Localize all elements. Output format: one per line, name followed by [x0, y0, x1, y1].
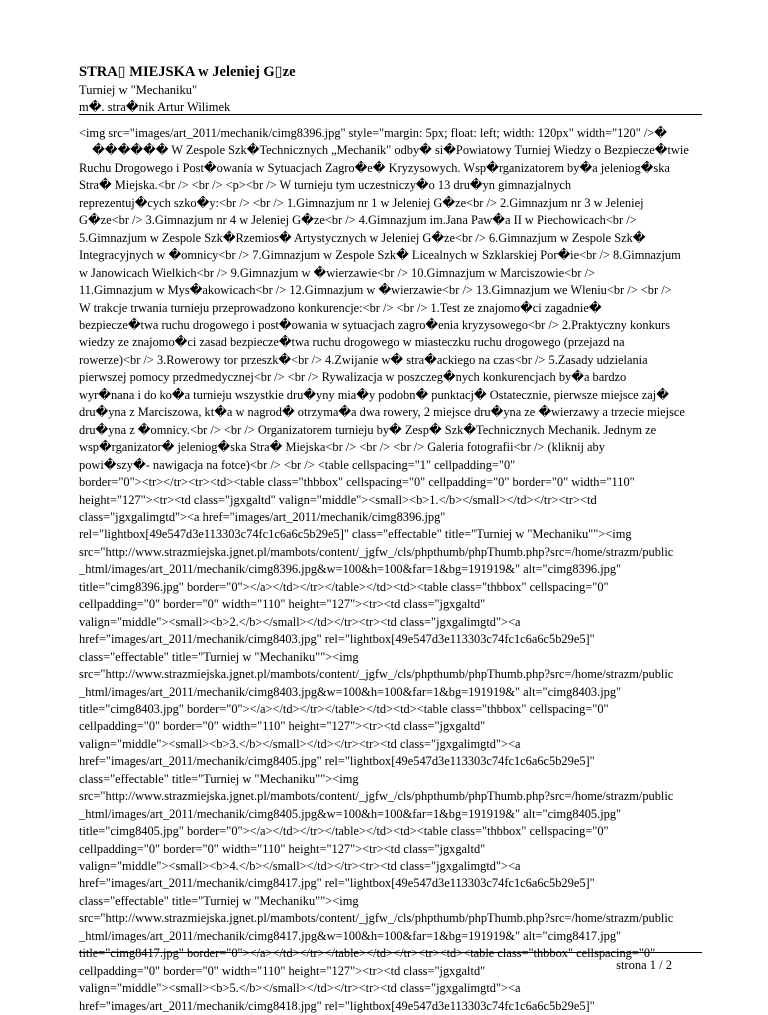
body-text-line: dru�yna z �omnicy.<br /> <br /> Organizatorem turnieju by� Zesp� Szk�Technicznych Mechanik. Jednym ze: [79, 422, 657, 437]
body-text-line: valign="middle"><small><b>5.</b></small></td></tr><tr><td class="jgxgalimgtd"><a: [79, 981, 521, 996]
body-text-line: href="images/art_2011/mechanik/cimg8403.jpg" rel="lightbox[49e547d3e113303c74fc1c6a6c5b29e5]": [79, 632, 595, 647]
header-divider: [79, 114, 702, 115]
body-text-line: valign="middle"><small><b>3.</b></small></td></tr><tr><td class="jgxgalimgtd"><a: [79, 736, 521, 751]
body-text-line: 11.Gimnazjum w Mys�akowicach<br /> 12.Gimnazjum w �wierzawie<br /> 13.Gimnazjum we Wleniu<br /> <br />: [79, 283, 672, 298]
body-text-line: reprezentuj�cych szko�y:<br /> <br /> 1.Gimnazjum nr 1 w Jeleniej G�ze<br /> 2.Gimnazjum nr 3 w Jeleniej: [79, 195, 644, 210]
body-text-line: ������ W Zespole Szk�Technicznych „Mechanik" odby� si�Powiatowy Turniej Wiedzy o Bezpiecze�twie: [92, 143, 689, 158]
body-text-line: wyr�nana i do ko�a turnieju wszystkie dru�yny mia�y podobn� punktacj� Ostatecznie, pierwsze miejsce zaj�: [79, 387, 669, 402]
body-text-line: rowerze)<br /> 3.Rowerowy tor przeszk�<br /> 4.Zwijanie w� stra�ackiego na czas<br /> 5.Zasady udzielania: [79, 352, 648, 367]
body-text-line: border="0"><tr></tr><tr><td><table class="thbbox" cellspacing="0" cellpadding="0" border="0" width="110": [79, 475, 635, 490]
body-text-line: _html/images/art_2011/mechanik/cimg8405.jpg&w=100&h=100&far=1&bg=191919&" alt="cimg8405.jpg": [79, 806, 622, 821]
body-text-line: dru�yna z Marciszowa, kt�a w nagrod� otrzyma�a dwa rowery, 2 miejsce dru�yna ze �wierzawy a trzecie miejsce: [79, 405, 685, 420]
body-text-line: class="jgxgalimgtd"><a href="images/art_2011/mechanik/cimg8396.jpg": [79, 509, 446, 524]
body-text-line: cellpadding="0" border="0" width="110" height="127"><tr><td class="jgxgaltd": [79, 597, 486, 612]
body-text-line: _html/images/art_2011/mechanik/cimg8396.jpg&w=100&h=100&far=1&bg=191919&" alt="cimg8396.jpg": [79, 562, 622, 577]
body-text-line: _html/images/art_2011/mechanik/cimg8403.jpg&w=100&h=100&far=1&bg=191919&" alt="cimg8403.jpg": [79, 684, 622, 699]
body-text-line: w Janowicach Wielkich<br /> 9.Gimnazjum w �wierzawie<br /> 10.Gimnazjum w Marciszowie<br />: [79, 265, 596, 280]
body-text-line: title="cimg8405.jpg" border="0"></a></td></tr></table></td><td><table class="thbbox" cellspacing="0": [79, 824, 609, 839]
body-text-line: src="http://www.strazmiejska.jgnet.pl/mambots/content/_jgfw_/cls/phpthumb/phpThumb.php?src=/home/strazm/public: [79, 789, 674, 804]
body-text-line: title="cimg8403.jpg" border="0"></a></td></tr></table></td><td><table class="thbbox" cellspacing="0": [79, 701, 609, 716]
body-text-line: src="http://www.strazmiejska.jgnet.pl/mambots/content/_jgfw_/cls/phpthumb/phpThumb.php?src=/home/strazm/public: [79, 667, 674, 682]
body-text-line: href="images/art_2011/mechanik/cimg8405.jpg" rel="lightbox[49e547d3e113303c74fc1c6a6c5b29e5]": [79, 754, 595, 769]
body-text-line: height="127"><tr><td class="jgxgaltd" valign="middle"><small><b>1.</b></small></td></tr><tr><td: [79, 492, 597, 507]
body-text-line: src="http://www.strazmiejska.jgnet.pl/mambots/content/_jgfw_/cls/phpthumb/phpThumb.php?src=/home/strazm/public: [79, 911, 674, 926]
article-author: m�. stra�nik Artur Wilimek: [79, 100, 231, 114]
body-text-line: cellpadding="0" border="0" width="110" height="127"><tr><td class="jgxgaltd": [79, 841, 486, 856]
body-text-line: W trakcje trwania turnieju przeprowadzono konkurencje:<br /> <br /> 1.Test ze znajomo�ci zagadnie�: [79, 300, 602, 315]
body-text-line: class="effectable" title="Turniej w "Mechaniku""><img: [79, 893, 359, 908]
body-text-line: _html/images/art_2011/mechanik/cimg8417.jpg&w=100&h=100&far=1&bg=191919&" alt="cimg8417.jpg": [79, 928, 622, 943]
body-text-line: src="http://www.strazmiejska.jgnet.pl/mambots/content/_jgfw_/cls/phpthumb/phpThumb.php?src=/home/strazm/public: [79, 544, 674, 559]
body-text-line: wsp�rganizator� jeleniog�ska Stra� Miejska<br /> <br /> <br /> Galeria fotografii<br /> (kliknij aby: [79, 440, 605, 455]
body-text-line: G�ze<br /> 3.Gimnazjum nr 4 w Jeleniej G�ze<br /> 4.Gimnazjum im.Jana Paw�a II w Piechowicach<br />: [79, 213, 637, 228]
body-text-line: powi�szy�- nawigacja na fotce)<br /> <br /> <table cellspacing="1" cellpadding="0": [79, 457, 516, 472]
article-title: Turniej w "Mechaniku": [79, 83, 198, 97]
article-body: [79, 125, 702, 1015]
body-text-line: cellpadding="0" border="0" width="110" height="127"><tr><td class="jgxgaltd": [79, 963, 486, 978]
body-text-line: wiedzy ze znajomo�ci zasad bezpiecze�twa ruchu drogowego w miasteczku ruchu drogowego (przejazd na: [79, 335, 625, 350]
body-text-line: href="images/art_2011/mechanik/cimg8417.jpg" rel="lightbox[49e547d3e113303c74fc1c6a6c5b29e5]": [79, 876, 595, 891]
body-text-line: <img src="images/art_2011/mechanik/cimg8396.jpg" style="margin: 5px; float: left; width: 120px" width="120" />�: [79, 126, 667, 140]
page-header: [79, 62, 699, 116]
body-text-line: 5.Gimnazjum w Zespole Szk�Rzemios� Artystycznych w Jeleniej G�ze<br /> 6.Gimnazjum w Zespole Szk�: [79, 230, 646, 245]
page-number: strona 1 / 2: [616, 958, 672, 972]
body-text-line: class="effectable" title="Turniej w "Mechaniku""><img: [79, 649, 359, 664]
body-text-line: Stra� Miejska.<br /> <br /> <p><br /> W turnieju tym uczestniczy�o 13 dru�yn gimnazjalnych: [79, 178, 572, 193]
body-text-line: title="cimg8417.jpg" border="0"></a></td></tr></table></td></tr><tr><td><table class="thbbox" cellspacing="0": [79, 946, 656, 961]
body-text-line: bezpiecze�twa ruchu drogowego i post�owania w sytuacjach zagro�enia kryzysowego<br /> 2.Praktyczny konkurs: [79, 317, 670, 332]
body-text-line: valign="middle"><small><b>2.</b></small></td></tr><tr><td class="jgxgalimgtd"><a: [79, 614, 521, 629]
body-text-line: class="effectable" title="Turniej w "Mechaniku""><img: [79, 771, 359, 786]
body-text-line: title="cimg8396.jpg" border="0"></a></td></tr></table></td><td><table class="thbbox" cellspacing="0": [79, 579, 609, 594]
body-text-line: valign="middle"><small><b>4.</b></small></td></tr><tr><td class="jgxgalimgtd"><a: [79, 859, 521, 874]
body-text-line: rel="lightbox[49e547d3e113303c74fc1c6a6c5b29e5]" class="effectable" title="Turniej w "Mechaniku""><img: [79, 527, 632, 542]
body-text-line: cellpadding="0" border="0" width="110" height="127"><tr><td class="jgxgaltd": [79, 719, 486, 734]
body-text-line: href="images/art_2011/mechanik/cimg8418.jpg" rel="lightbox[49e547d3e113303c74fc1c6a6c5b29e5]": [79, 998, 595, 1013]
body-text-line: pierwszej pomocy przedmedycznej<br /> <br /> Rywalizacja w poszczeg�nych konkurencjach by�a bardzo: [79, 370, 627, 385]
page-title: STRA▯ MIEJSKA w Jeleniej G▯ze: [79, 64, 296, 80]
body-text-line: Integracyjnych w �omnicy<br /> 7.Gimnazjum w Zespole Szk� Licealnych w Szklarskiej Por�ie<br /> 8.Gimnazjum: [79, 248, 681, 263]
body-text-line: Ruchu Drogowego i Post�owania w Sytuacjach Zagro�e� Kryzysowych. Wsp�rganizatorem by�a jeleniog�ska: [79, 160, 670, 175]
footer-divider: [79, 952, 702, 953]
